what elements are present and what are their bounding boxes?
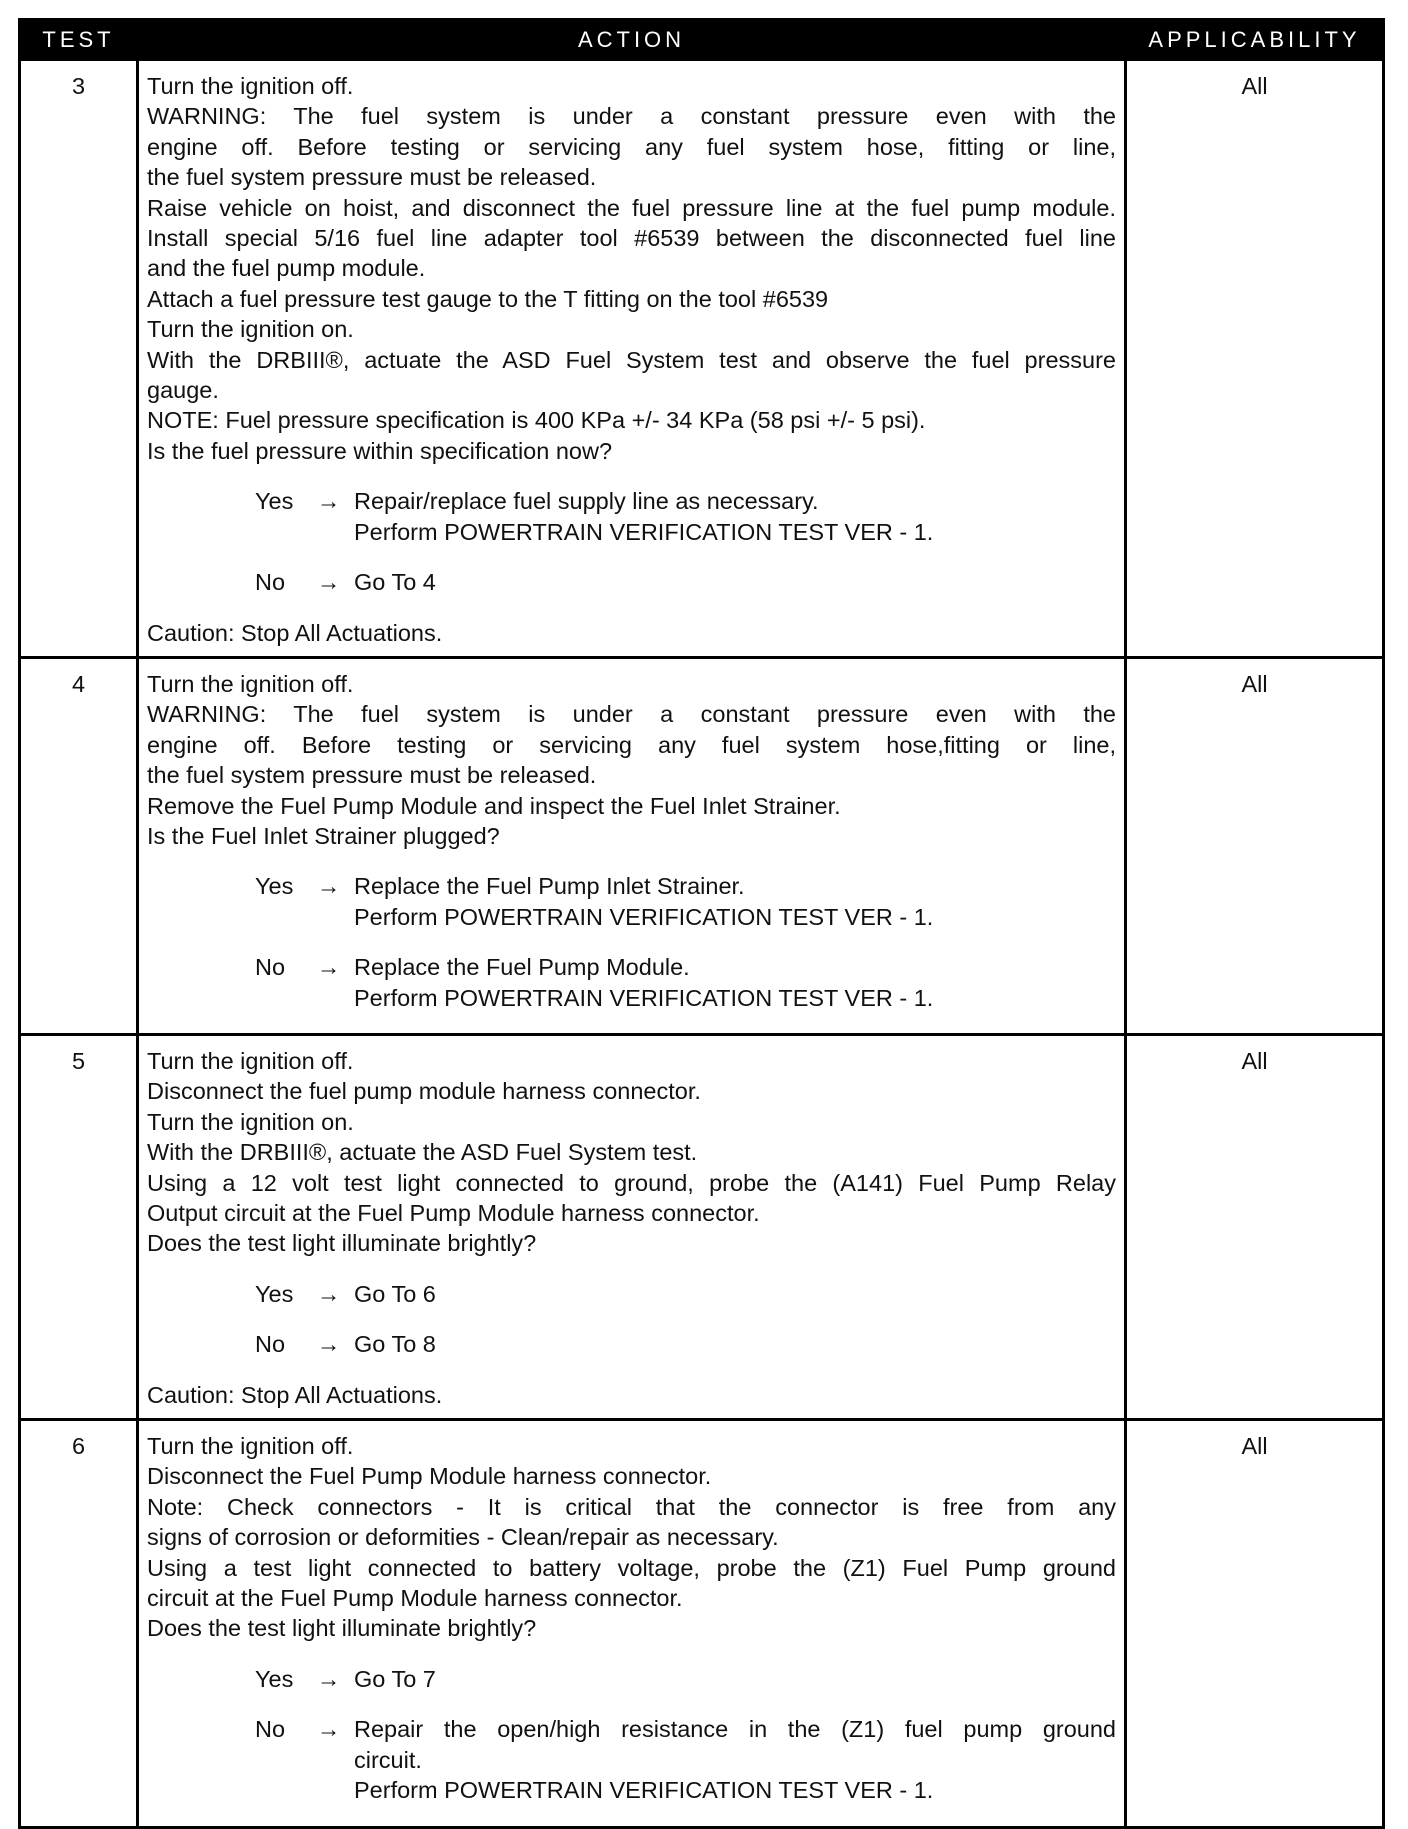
action-step: the fuel system pressure must be released. xyxy=(147,762,597,789)
action-step: WARNING: The fuel system is under a constant pressure even with the xyxy=(147,103,1116,130)
action-step: Install special 5/16 fuel line adapter tool #6539 between the disconnected fuel line xyxy=(147,225,1116,252)
arrow-right-icon: → xyxy=(316,1665,341,1692)
test-applicability: All xyxy=(1126,1420,1384,1827)
branch-label: Yes xyxy=(255,1665,294,1692)
branch-result-line: Replace the Fuel Pump Inlet Strainer. xyxy=(354,873,745,900)
caution-note: Caution: Stop All Actuations. xyxy=(147,619,443,646)
table-body xyxy=(20,60,1384,1828)
branch-result xyxy=(354,952,1116,1013)
header-action: ACTION xyxy=(138,20,1126,60)
arrow-right-icon: → xyxy=(316,488,341,515)
arrow-right-icon: → xyxy=(316,1280,341,1307)
action-step: Using a 12 volt test light connected to ground, probe the (A141) Fuel Pump Relay xyxy=(147,1169,1116,1196)
branch-yes xyxy=(255,871,1116,932)
test-applicability: All xyxy=(1126,1034,1384,1419)
branch-no xyxy=(255,1714,1116,1805)
branch-result xyxy=(354,871,1116,932)
branch-no xyxy=(255,952,1116,1013)
arrow-right-icon: → xyxy=(316,873,341,900)
action-step: With the DRBIII®, actuate the ASD Fuel System test and observe the fuel pressure xyxy=(147,346,1116,373)
branch-no xyxy=(255,1329,1116,1359)
branch-result-line: Go To 8 xyxy=(354,1331,436,1358)
branch-result-line: Go To 7 xyxy=(354,1665,436,1692)
action-step: Turn the ignition off. xyxy=(147,1433,354,1460)
test-row xyxy=(20,60,1384,658)
action-step: Raise vehicle on hoist, and disconnect the fuel pressure line at the fuel pump module. xyxy=(147,194,1116,221)
test-number: 6 xyxy=(20,1420,138,1827)
action-step: and the fuel pump module. xyxy=(147,255,426,282)
header-test: TEST xyxy=(20,20,138,60)
action-step: Is the Fuel Inlet Strainer plugged? xyxy=(147,822,500,849)
branch-result-line: Perform POWERTRAIN VERIFICATION TEST VER - 1. xyxy=(354,984,934,1011)
branch-no xyxy=(255,567,1116,597)
action-step: Turn the ignition on. xyxy=(147,1108,354,1135)
test-applicability: All xyxy=(1126,657,1384,1034)
test-action xyxy=(138,60,1126,658)
arrow-right-icon: → xyxy=(316,1331,341,1358)
action-step: gauge. xyxy=(147,377,219,404)
arrow-right-icon: → xyxy=(316,954,341,981)
branch-result xyxy=(354,1664,1116,1694)
branch-result xyxy=(354,1714,1116,1805)
test-row xyxy=(20,1034,1384,1419)
diagnostic-test-table xyxy=(18,18,1385,1829)
branch-result xyxy=(354,567,1116,597)
branch-result-line: Repair the open/high resistance in the (Z1) fuel pump ground xyxy=(354,1716,1116,1743)
action-step: WARNING: The fuel system is under a constant pressure even with the xyxy=(147,701,1116,728)
table-header xyxy=(20,20,1384,60)
action-step: Using a test light connected to battery voltage, probe the (Z1) Fuel Pump ground xyxy=(147,1554,1116,1581)
test-number: 5 xyxy=(20,1034,138,1419)
test-number: 4 xyxy=(20,657,138,1034)
branch-result xyxy=(354,1329,1116,1359)
test-action xyxy=(138,1420,1126,1827)
branch-label: Yes xyxy=(255,873,294,900)
action-step: Disconnect the fuel pump module harness connector. xyxy=(147,1078,701,1105)
action-step: circuit at the Fuel Pump Module harness connector. xyxy=(147,1585,683,1612)
test-row xyxy=(20,657,1384,1034)
diagnostic-procedure-page xyxy=(18,18,1382,1829)
branch-yes xyxy=(255,1664,1116,1694)
test-applicability: All xyxy=(1126,60,1384,658)
action-step: Turn the ignition on. xyxy=(147,316,354,343)
branch-result-line: Go To 6 xyxy=(354,1280,436,1307)
arrow-right-icon: → xyxy=(316,1716,341,1743)
branch-result-line: Go To 4 xyxy=(354,569,436,596)
caution-note: Caution: Stop All Actuations. xyxy=(147,1381,443,1408)
arrow-right-icon: → xyxy=(316,569,341,596)
action-step: Turn the ignition off. xyxy=(147,670,354,697)
action-step: Is the fuel pressure within specification now? xyxy=(147,437,613,464)
branch-label: No xyxy=(255,954,286,981)
branch-label: Yes xyxy=(255,488,294,515)
branch-result xyxy=(354,486,1116,547)
branch-result-line: Perform POWERTRAIN VERIFICATION TEST VER - 1. xyxy=(354,518,934,545)
action-step: With the DRBIII®, actuate the ASD Fuel System test. xyxy=(147,1139,698,1166)
branch-result-line: Repair/replace fuel supply line as necessary. xyxy=(354,488,819,515)
test-number: 3 xyxy=(20,60,138,658)
branch-yes xyxy=(255,1279,1116,1309)
action-step: the fuel system pressure must be released. xyxy=(147,164,597,191)
branch-result-line: Perform POWERTRAIN VERIFICATION TEST VER - 1. xyxy=(354,1777,934,1804)
branch-result-line: Perform POWERTRAIN VERIFICATION TEST VER - 1. xyxy=(354,903,934,930)
action-step: Remove the Fuel Pump Module and inspect the Fuel Inlet Strainer. xyxy=(147,792,841,819)
branch-yes xyxy=(255,486,1116,547)
branch-result xyxy=(354,1279,1116,1309)
action-step: Output circuit at the Fuel Pump Module harness connector. xyxy=(147,1200,760,1226)
test-action xyxy=(138,657,1126,1034)
branch-label: No xyxy=(255,569,286,596)
action-step: Turn the ignition off. xyxy=(147,73,354,99)
header-applicability: APPLICABILITY xyxy=(1126,20,1384,60)
branch-result-line: Replace the Fuel Pump Module. xyxy=(354,954,690,981)
action-step: Note: Check connectors - It is critical that the connector is free from any xyxy=(147,1493,1116,1520)
action-step: Attach a fuel pressure test gauge to the T fitting on the tool #6539 xyxy=(147,285,829,312)
branch-label: No xyxy=(255,1331,286,1358)
action-step: engine off. Before testing or servicing any fuel system hose, fitting or line, xyxy=(147,133,1116,160)
action-step: Turn the ignition off. xyxy=(147,1047,354,1074)
branch-label: Yes xyxy=(255,1280,294,1307)
action-step: Disconnect the Fuel Pump Module harness connector. xyxy=(147,1463,712,1490)
action-step: Does the test light illuminate brightly? xyxy=(147,1230,537,1257)
test-row xyxy=(20,1420,1384,1827)
test-action xyxy=(138,1034,1126,1419)
action-step: engine off. Before testing or servicing any fuel system hose,fitting or line, xyxy=(147,731,1116,758)
branch-label: No xyxy=(255,1716,286,1743)
action-step: signs of corrosion or deformities - Clean/repair as necessary. xyxy=(147,1524,779,1551)
action-step: Does the test light illuminate brightly? xyxy=(147,1615,537,1642)
action-step: NOTE: Fuel pressure specification is 400 KPa +/- 34 KPa (58 psi +/- 5 psi). xyxy=(147,407,926,434)
branch-result-line: circuit. xyxy=(354,1746,422,1773)
